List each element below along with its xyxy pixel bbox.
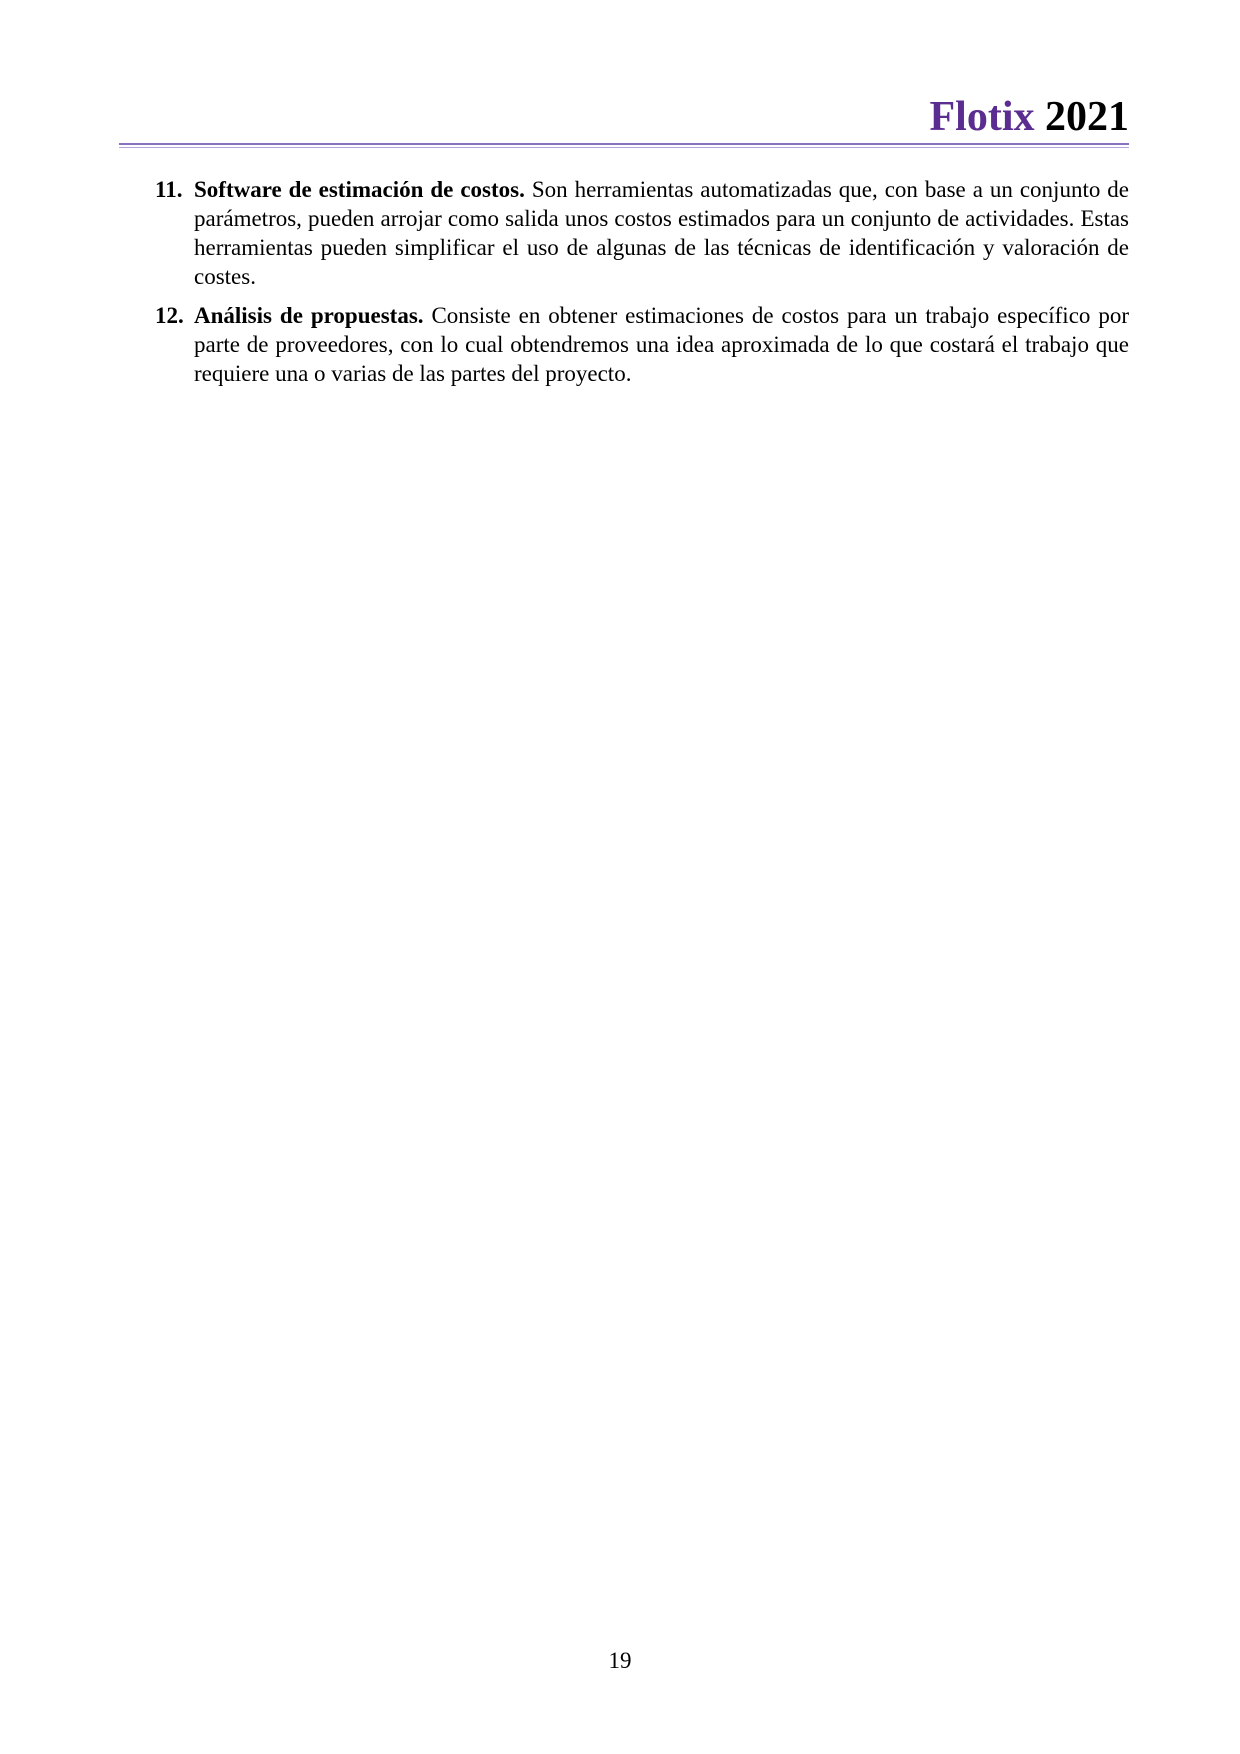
list-item-text: Consiste en obtener estimaciones de costos para un trabajo específico por parte de proveedores, con lo cual obtendremos una idea aproximada de lo que costará el trabajo que requiere una o varias de las partes del proyecto. [194, 303, 1129, 386]
header-year: 2021 [1045, 94, 1129, 140]
page-content [155, 175, 1129, 398]
header-rule [119, 143, 1129, 145]
list-item-number: 11. [155, 177, 183, 202]
list-item-term: Análisis de propuestas. [194, 303, 424, 328]
header-rule-secondary [119, 147, 1129, 148]
list-item-number: 12. [155, 303, 184, 328]
list-item-term: Software de estimación de costos. [194, 177, 525, 202]
list-item [155, 301, 1129, 388]
list-item-text: Son herramientas automatizadas que, con base a un conjunto de parámetros, pueden arrojar como salida unos costos estimados para un conjunto de actividades. Estas herramientas pueden simplificar el uso de algunas de las técnicas de identificación y valoración de costes. [194, 177, 1130, 289]
page-number: 19 [608, 1648, 632, 1673]
list-item [155, 175, 1129, 291]
page-header [119, 88, 1129, 146]
header-brand: Flotix [929, 94, 1035, 140]
header-title [930, 88, 1129, 146]
